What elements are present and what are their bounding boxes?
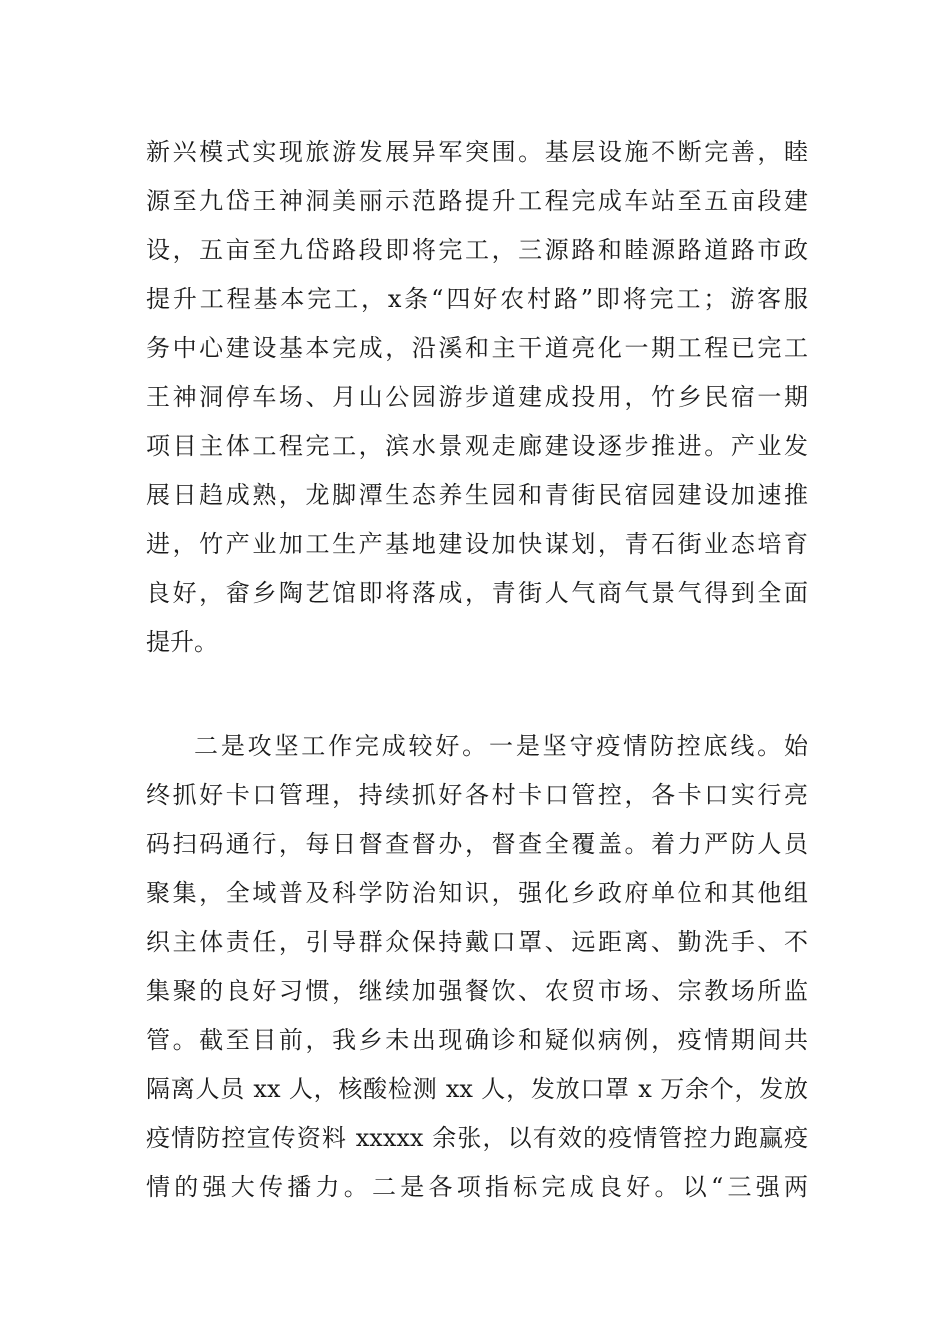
text-line: 隔离人员 xx 人，核酸检测 xx 人，发放口罩 x 万余个，发放 — [146, 1075, 808, 1103]
text-line: 新兴模式实现旅游发展异军突围。基层设施不断完善，睦 — [146, 138, 808, 166]
text-line: 终抓好卡口管理，持续抓好各村卡口管控，各卡口实行亮 — [146, 781, 808, 809]
text-line: 集聚的良好习惯，继续加强餐饮、农贸市场、宗教场所监 — [146, 977, 808, 1005]
paragraph-key-tasks — [146, 722, 808, 1212]
text-line: 良好，畲乡陶艺馆即将落成，青街人气商气景气得到全面 — [146, 579, 808, 607]
text-line: 设，五亩至九岱路段即将完工，三源路和睦源路道路市政 — [146, 236, 808, 264]
text-line: 情的强大传播力。二是各项指标完成良好。以“三强两 — [146, 1173, 808, 1201]
text-line: 王神洞停车场、月山公园游步道建成投用，竹乡民宿一期 — [146, 383, 808, 411]
text-line: 提升。 — [146, 628, 218, 656]
text-line: 项目主体工程完工，滨水景观走廊建设逐步推进。产业发 — [146, 432, 808, 460]
text-line: 务中心建设基本完成，沿溪和主干道亮化一期工程已完工 — [146, 334, 808, 362]
text-line: 展日趋成熟，龙脚潭生态养生园和青街民宿园建设加速推 — [146, 481, 808, 509]
text-line: 进，竹产业加工生产基地建设加快谋划，青石街业态培育 — [146, 530, 808, 558]
text-line: 码扫码通行，每日督查督办，督查全覆盖。着力严防人员 — [146, 830, 808, 858]
text-line: 源至九岱王神洞美丽示范路提升工程完成车站至五亩段建 — [146, 187, 808, 215]
text-line: 织主体责任，引导群众保持戴口罩、远距离、勤洗手、不 — [146, 928, 808, 956]
text-line: 疫情防控宣传资料 xxxxx 余张，以有效的疫情管控力跑赢疫 — [146, 1124, 808, 1152]
text-line: 聚集，全域普及科学防治知识，强化乡政府单位和其他组 — [146, 879, 808, 907]
paragraph-tourism-infrastructure — [146, 128, 808, 667]
text-line: 二是攻坚工作完成较好。一是坚守疫情防控底线。始 — [194, 732, 808, 760]
text-line: 管。截至目前，我乡未出现确诊和疑似病例，疫情期间共 — [146, 1026, 808, 1054]
text-line: 提升工程基本完工，x条“四好农村路”即将完工；游客服 — [146, 285, 808, 313]
